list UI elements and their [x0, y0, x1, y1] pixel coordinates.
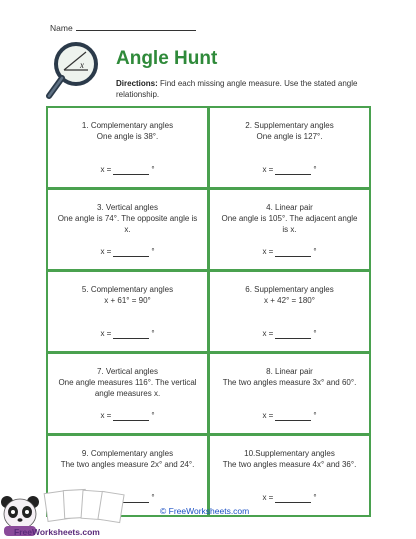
- answer-blank[interactable]: [275, 330, 311, 339]
- problem-cell: [210, 190, 369, 269]
- problem-text: The two angles measure 2x° and 24°.: [60, 460, 195, 469]
- degree-symbol: °: [313, 493, 317, 502]
- problem-cell: [48, 272, 207, 351]
- answer-line: [48, 164, 207, 175]
- answer-line: [210, 492, 369, 503]
- magnifying-glass-icon: [44, 38, 106, 104]
- problem-cell: [210, 108, 369, 187]
- answer-prefix: x =: [262, 493, 274, 502]
- problem-heading: 2. Supplementary angles: [245, 121, 334, 130]
- directions-label: Directions:: [116, 79, 158, 88]
- problem-grid: [46, 106, 371, 517]
- logo-wordmark: FreeWorksheets.com: [14, 527, 100, 537]
- directions-text: Find each missing angle measure. Use the stated angle relationship.: [116, 79, 358, 99]
- answer-prefix: x =: [100, 329, 112, 338]
- directions: [116, 78, 368, 100]
- degree-symbol: °: [151, 493, 155, 502]
- problem-cell: [48, 108, 207, 187]
- answer-prefix: x =: [100, 165, 112, 174]
- problem-text: The two angles measure 4x° and 36°.: [222, 460, 357, 469]
- problem-heading: 4. Linear pair: [266, 203, 313, 212]
- answer-line: [210, 328, 369, 339]
- answer-line: [48, 246, 207, 257]
- page-title: Angle Hunt: [116, 48, 218, 69]
- answer-prefix: x =: [262, 411, 274, 420]
- problem-heading: 1. Complementary angles: [81, 121, 174, 130]
- problem-heading: 3. Vertical angles: [97, 203, 158, 212]
- answer-line: [48, 328, 207, 339]
- problem-heading: 5. Complementary angles: [81, 285, 174, 294]
- answer-blank[interactable]: [275, 412, 311, 421]
- worksheet-thumbnails-icon: [44, 489, 124, 522]
- angle-x-label: x: [80, 60, 84, 70]
- answer-blank[interactable]: [113, 166, 149, 175]
- answer-blank[interactable]: [113, 412, 149, 421]
- problem-heading: 8. Linear pair: [266, 367, 313, 376]
- answer-blank[interactable]: [113, 330, 149, 339]
- name-label: Name: [50, 23, 73, 33]
- problem-cell: [48, 354, 207, 433]
- degree-symbol: °: [151, 411, 155, 420]
- problem-text: One angle is 127°.: [256, 132, 323, 141]
- problem-text: One angle measures 116°. The vertical angle measures x.: [58, 378, 197, 398]
- problem-text: x + 42° = 180°: [264, 296, 315, 305]
- copyright-link[interactable]: © FreeWorksheets.com: [160, 506, 250, 516]
- answer-line: [210, 410, 369, 421]
- degree-symbol: °: [313, 165, 317, 174]
- answer-line: [210, 164, 369, 175]
- answer-blank[interactable]: [113, 248, 149, 257]
- problem-text: One angle is 74°. The opposite angle is x.: [57, 214, 198, 234]
- answer-blank[interactable]: [275, 248, 311, 257]
- problem-heading: 7. Vertical angles: [97, 367, 158, 376]
- answer-line: [48, 410, 207, 421]
- answer-prefix: x =: [100, 411, 112, 420]
- answer-prefix: x =: [262, 165, 274, 174]
- degree-symbol: °: [151, 247, 155, 256]
- degree-symbol: °: [151, 329, 155, 338]
- problem-cell: [48, 190, 207, 269]
- problem-cell: [210, 354, 369, 433]
- answer-prefix: x =: [262, 329, 274, 338]
- problem-text: One angle is 105°. The adjacent angle is x.: [221, 214, 358, 234]
- degree-symbol: °: [151, 165, 155, 174]
- problem-text: The two angles measure 3x° and 60°.: [222, 378, 357, 387]
- answer-prefix: x =: [262, 247, 274, 256]
- freeworksheets-logo: [0, 488, 140, 539]
- problem-cell: [210, 272, 369, 351]
- name-blank-line[interactable]: [76, 22, 196, 31]
- degree-symbol: °: [313, 247, 317, 256]
- name-field-row: [50, 22, 196, 33]
- problem-cell: [210, 436, 369, 515]
- answer-blank[interactable]: [275, 494, 311, 503]
- degree-symbol: °: [313, 411, 317, 420]
- problem-heading: 10.Supplementary angles: [244, 449, 335, 458]
- answer-blank[interactable]: [275, 166, 311, 175]
- problem-heading: 9. Complementary angles: [81, 449, 174, 458]
- answer-line: [210, 246, 369, 257]
- degree-symbol: °: [313, 329, 317, 338]
- problem-text: One angle is 38°.: [96, 132, 159, 141]
- problem-text: x + 61° = 90°: [104, 296, 151, 305]
- problem-heading: 6. Supplementary angles: [245, 285, 334, 294]
- answer-prefix: x =: [100, 247, 112, 256]
